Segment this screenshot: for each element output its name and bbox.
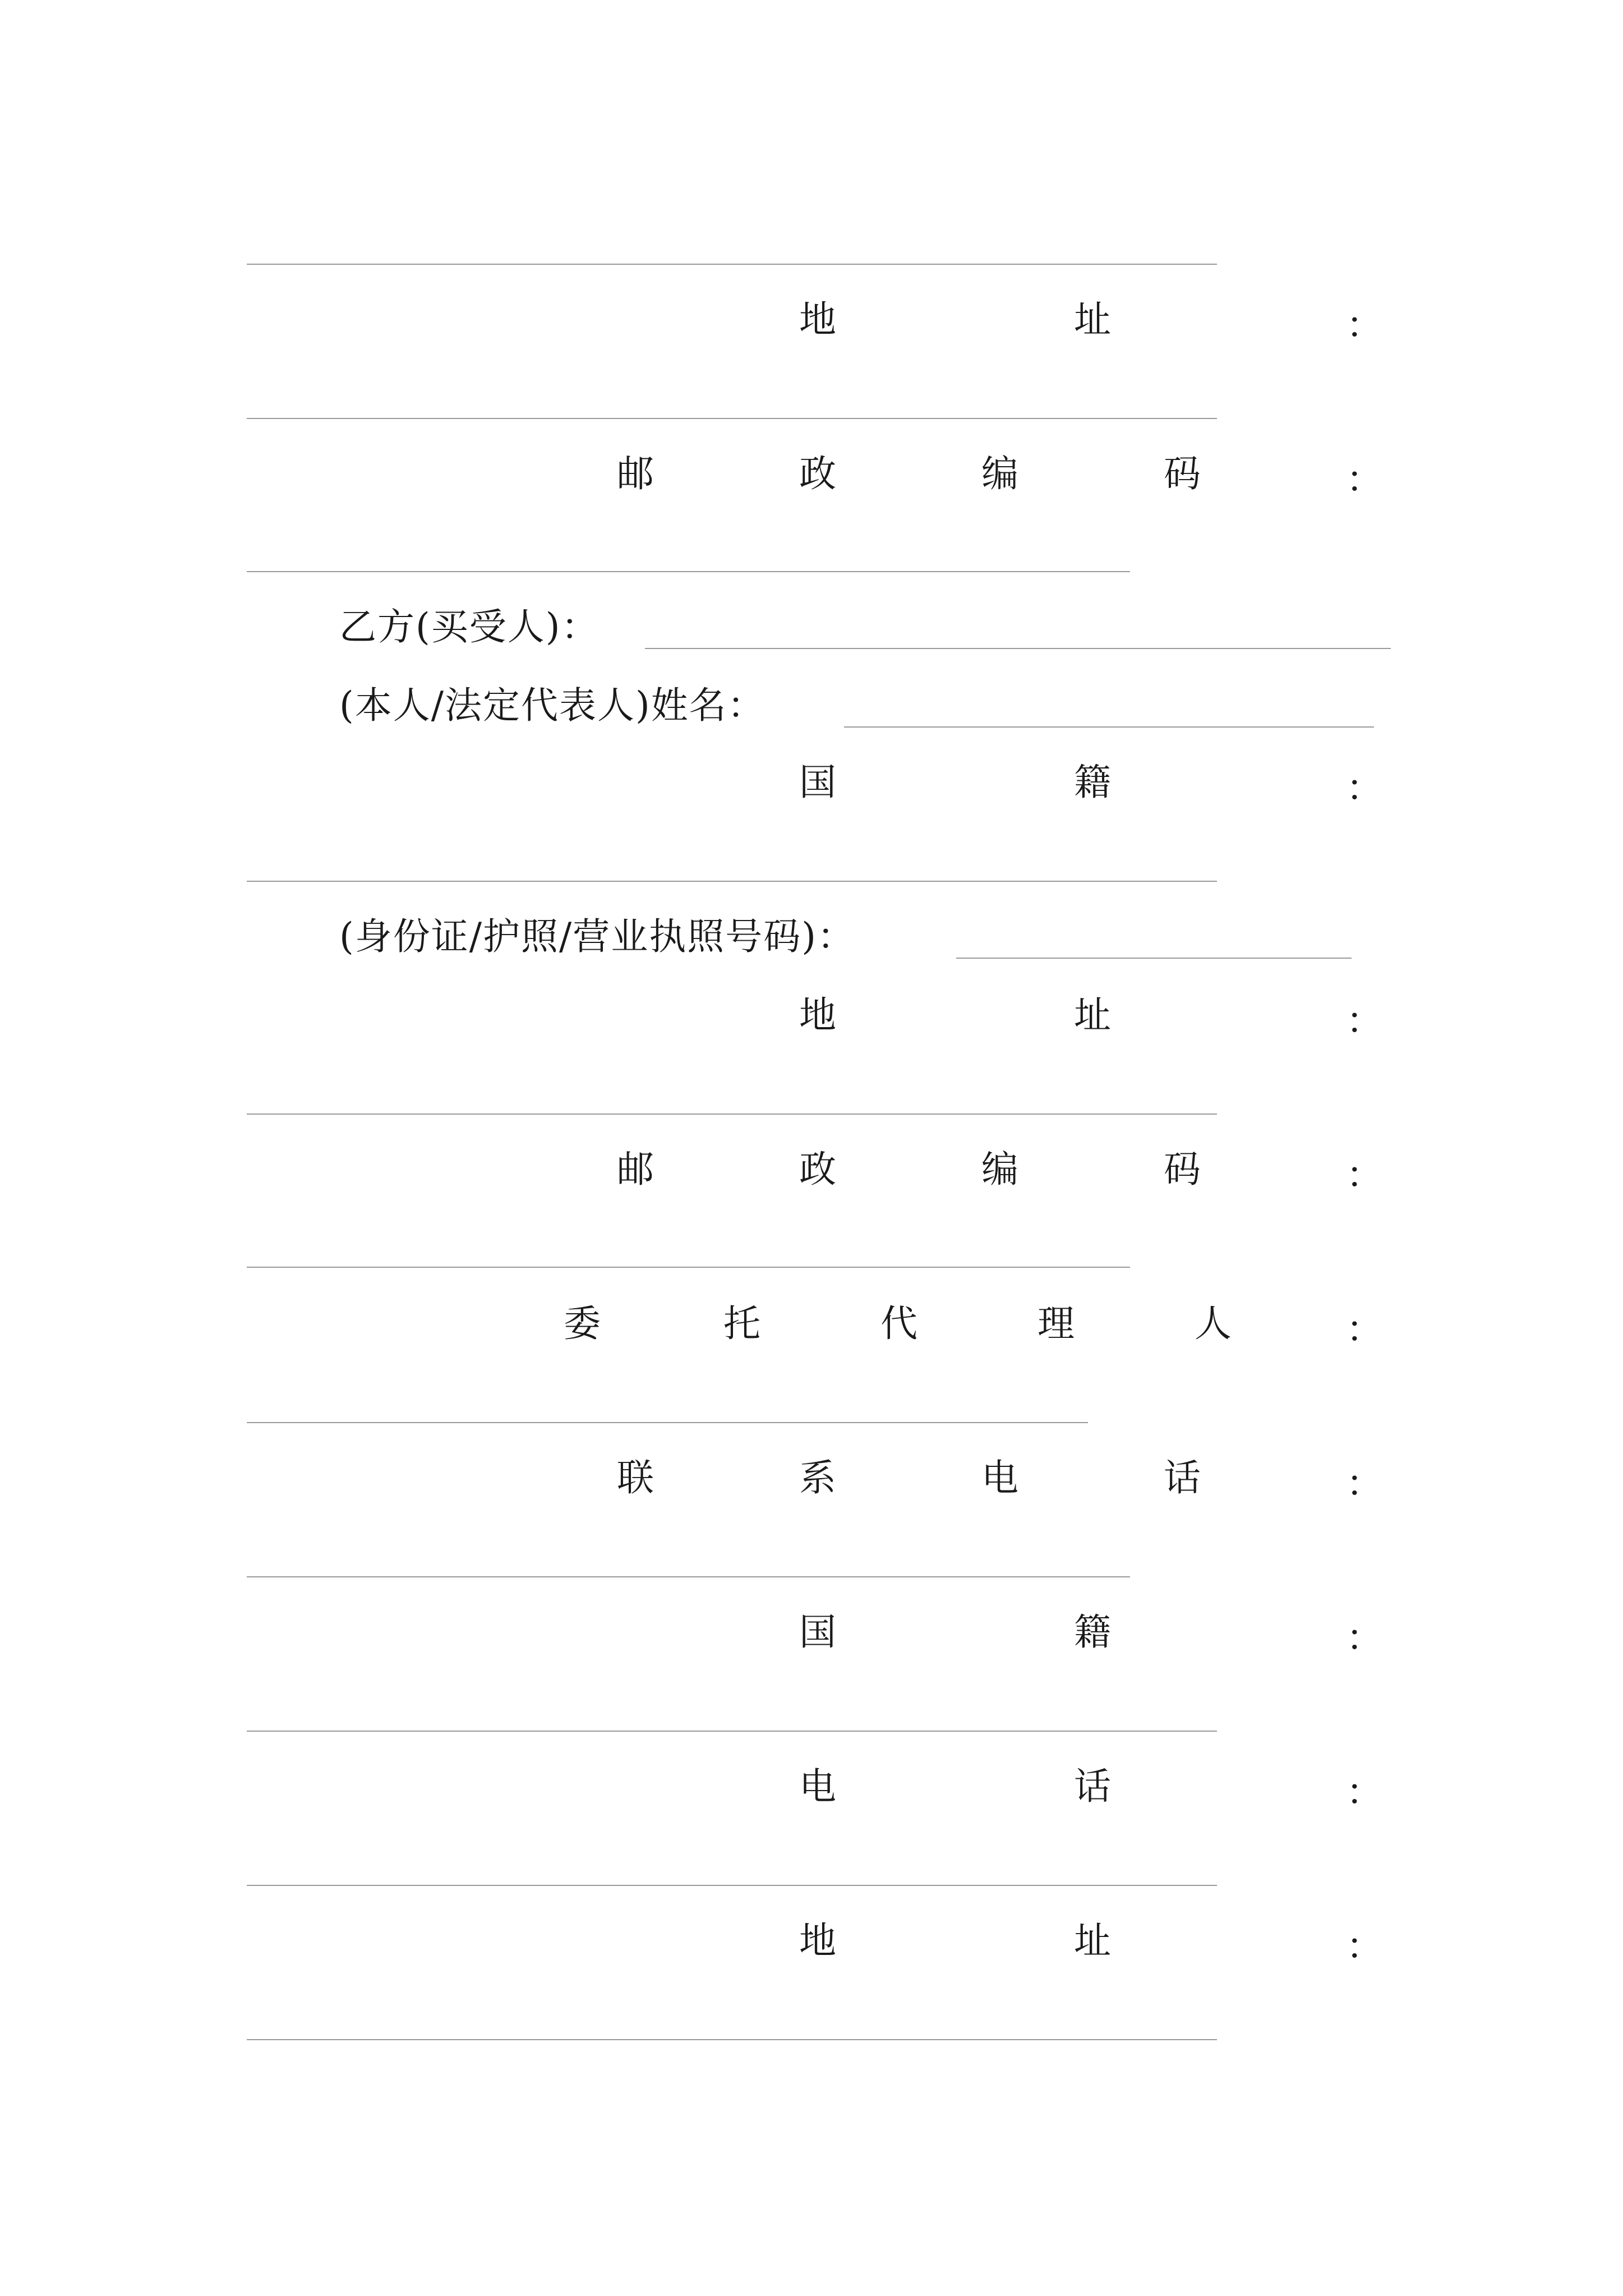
agent-label-char: 委	[564, 1302, 601, 1345]
nationality-blank-line	[247, 1731, 1217, 1732]
agent-label-char: 人	[1195, 1302, 1232, 1345]
colon: ：	[1346, 1770, 1383, 1814]
nationality-label-char: 籍	[1074, 1611, 1111, 1654]
address-blank-line	[247, 2039, 1217, 2040]
postcode-blank-line	[247, 571, 1130, 572]
colon: ：	[1346, 1925, 1383, 1968]
colon: ：	[1346, 1308, 1383, 1351]
phone-label-char: 话	[1074, 1765, 1111, 1808]
address-label-char: 址	[1074, 993, 1111, 1037]
address-label-char: 址	[1074, 298, 1111, 341]
buyer-id-label: (身份证/护照/营业执照号码)：	[339, 915, 855, 958]
colon: ：	[1346, 1616, 1383, 1659]
address-label-char: 址	[1074, 1919, 1111, 1962]
phone-label-char: 电	[799, 1765, 836, 1808]
buyer-id-blank-line	[956, 958, 1352, 959]
colon: ：	[1346, 303, 1383, 347]
colon: ：	[1346, 1153, 1383, 1197]
agent-label-char: 代	[880, 1302, 917, 1345]
address-label-char: 地	[799, 1919, 836, 1962]
contact-phone-label-char: 电	[981, 1456, 1018, 1499]
postcode-label-char: 编	[981, 1148, 1018, 1191]
postcode-blank-line	[247, 1267, 1130, 1268]
address-blank-line	[247, 1114, 1217, 1115]
address-label-char: 地	[799, 298, 836, 341]
phone-blank-line	[247, 1885, 1217, 1886]
nationality-label-char: 国	[799, 761, 836, 804]
postcode-label-char: 政	[799, 452, 836, 495]
postcode-label-char: 码	[1164, 1148, 1201, 1191]
colon: ：	[1346, 999, 1383, 1042]
contact-phone-label-char: 联	[617, 1456, 654, 1499]
postcode-label-char: 邮	[617, 452, 654, 495]
contact-phone-blank-line	[247, 1576, 1130, 1577]
postcode-label-char: 码	[1164, 452, 1201, 495]
blank-line	[247, 264, 1217, 265]
postcode-label-char: 编	[981, 452, 1018, 495]
buyer-name-blank-line	[844, 726, 1374, 728]
contact-phone-label-char: 话	[1164, 1456, 1201, 1499]
contact-phone-label-char: 系	[799, 1456, 836, 1499]
colon: ：	[1346, 766, 1383, 809]
buyer-blank-line	[645, 648, 1391, 649]
nationality-label-char: 籍	[1074, 761, 1111, 804]
postcode-label-char: 政	[799, 1148, 836, 1191]
colon: ：	[1346, 458, 1383, 501]
agent-label-char: 理	[1038, 1302, 1075, 1345]
agent-blank-line	[247, 1422, 1088, 1423]
colon: ：	[1346, 1462, 1383, 1505]
postcode-label-char: 邮	[617, 1148, 654, 1191]
address-blank-line	[247, 418, 1217, 419]
buyer-name-label: (本人/法定代表人)姓名：	[339, 684, 766, 727]
nationality-blank-line	[247, 881, 1217, 882]
buyer-label: 乙方(买受人)：	[339, 605, 600, 648]
agent-label-char: 托	[723, 1302, 760, 1345]
address-label-char: 地	[799, 993, 836, 1037]
nationality-label-char: 国	[799, 1611, 836, 1654]
